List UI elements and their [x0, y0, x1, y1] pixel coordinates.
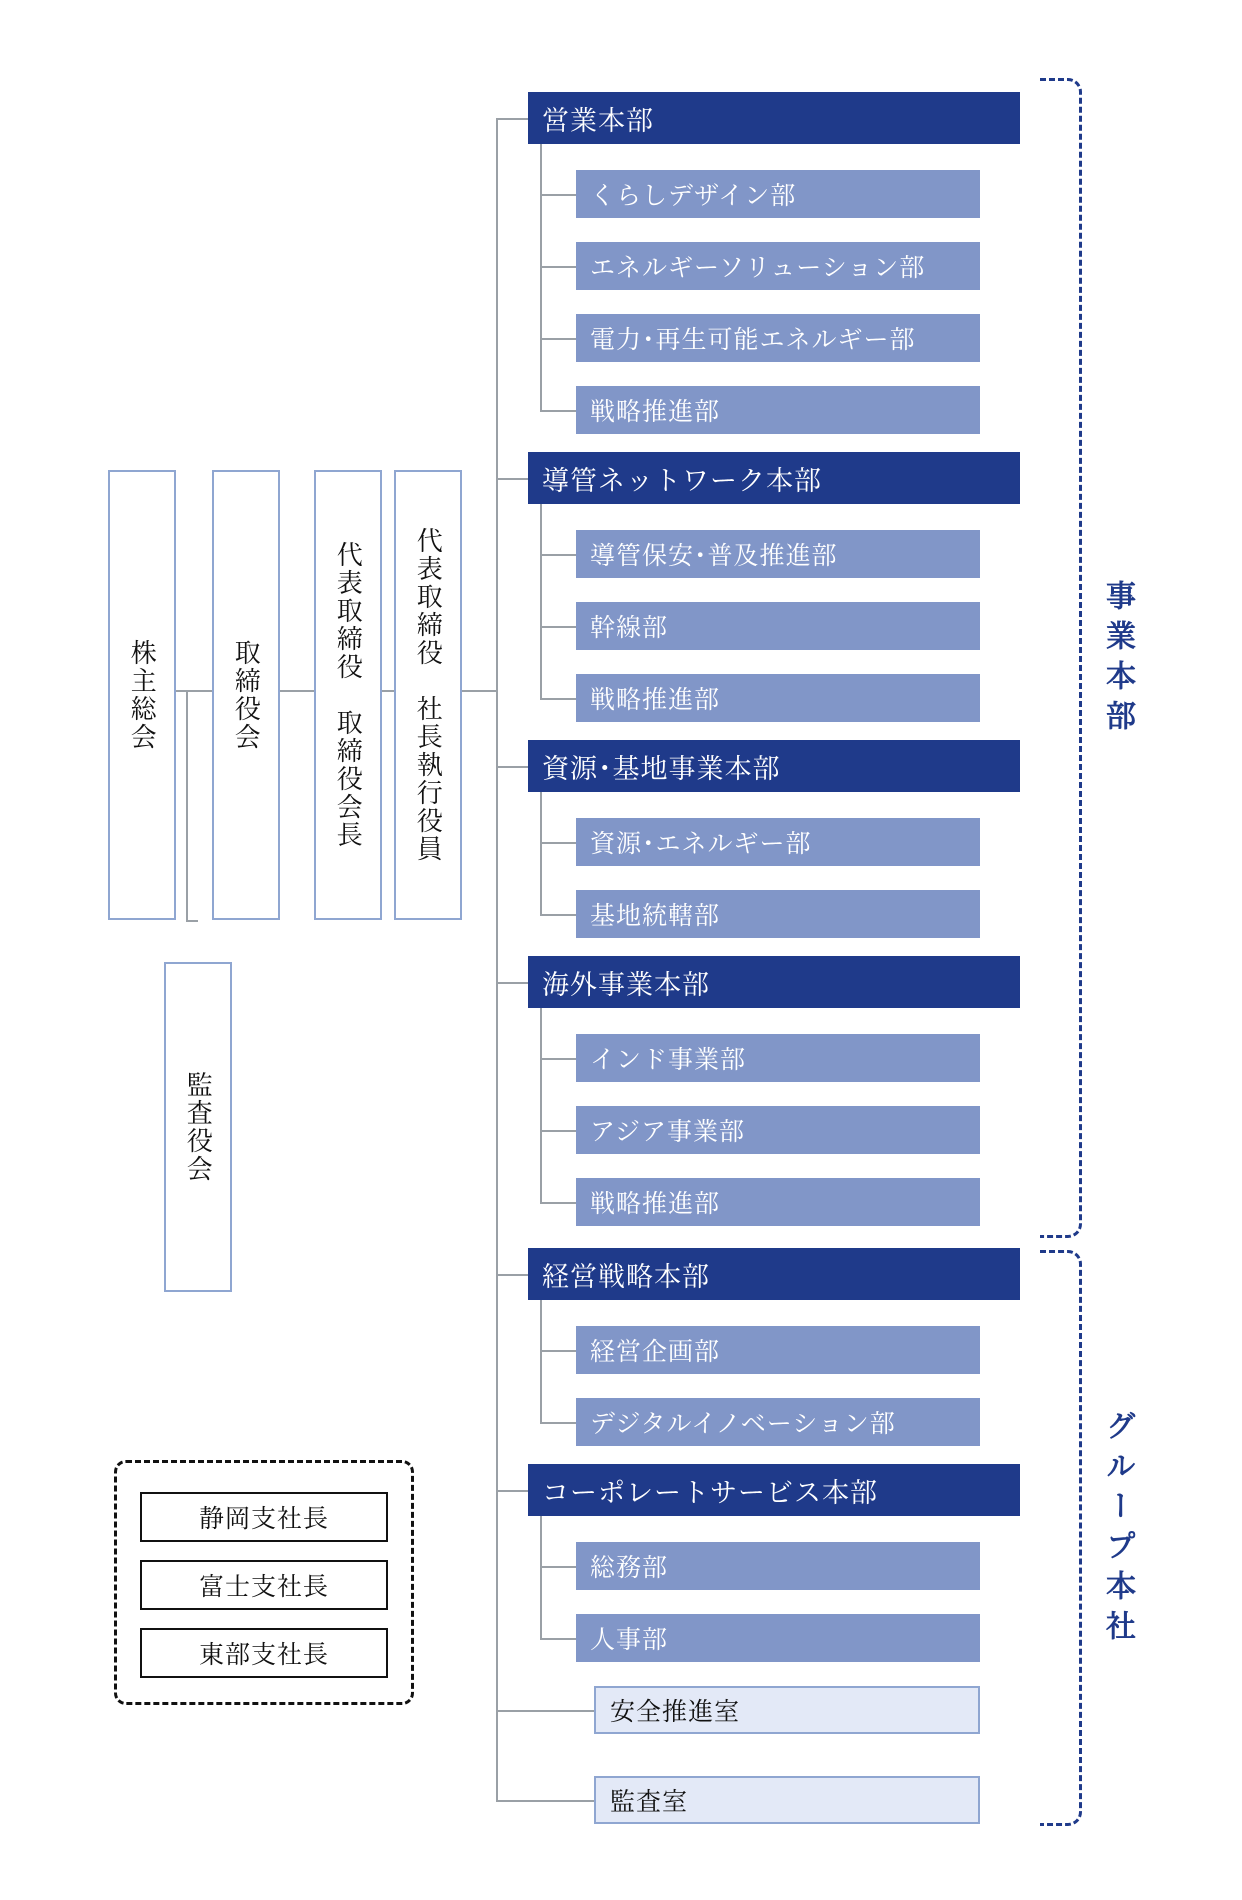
connector-line	[540, 504, 542, 700]
department-label: 導管保安･普及推進部	[590, 542, 838, 570]
connector-line	[540, 554, 576, 556]
connector-line	[496, 1800, 596, 1802]
division-name: 導管ネットワーク本部	[542, 465, 822, 496]
department-digital-innovation	[576, 1398, 980, 1446]
grouping-label-text: グループ本社	[1101, 1410, 1134, 1650]
governance-label: 株主総会	[127, 639, 158, 751]
governance-box-board-of-directors	[212, 470, 280, 920]
connector-line	[186, 690, 188, 920]
connector-line	[540, 144, 542, 412]
grouping-label-group-headquarters	[1092, 1370, 1142, 1690]
governance-label: 取締役会	[231, 639, 262, 751]
division-header-pipeline-network	[528, 452, 1020, 504]
governance-box-shareholders-meeting	[108, 470, 176, 920]
office-safety-promotion	[594, 1686, 980, 1734]
governance-box-audit-and-supervisory-board	[164, 962, 232, 1292]
division-header-corporate-strategy	[528, 1248, 1020, 1300]
connector-line	[540, 842, 576, 844]
connector-line	[496, 1490, 528, 1492]
governance-label: 代表取締役 取締役会長	[333, 541, 364, 849]
office-audit	[594, 1776, 980, 1824]
division-name: 海外事業本部	[542, 969, 710, 1000]
department-label: 経営企画部	[590, 1338, 721, 1366]
department-label: デジタルイノベーション部	[590, 1410, 896, 1438]
office-label: 安全推進室	[610, 1698, 741, 1726]
department-label: 戦略推進部	[590, 398, 721, 426]
connector-line	[540, 338, 576, 340]
division-name: 資源･基地事業本部	[542, 753, 781, 784]
governance-box-representative-director-president	[394, 470, 462, 920]
department-label: インド事業部	[590, 1046, 747, 1074]
department-corporate-planning	[576, 1326, 980, 1374]
connector-line	[540, 698, 576, 700]
connector-line	[496, 1274, 528, 1276]
division-header-sales	[528, 92, 1020, 144]
department-trunk-line	[576, 602, 980, 650]
department-strategy-promotion-pipeline	[576, 674, 980, 722]
connector-line	[540, 626, 576, 628]
department-energy-solution	[576, 242, 980, 290]
office-label: 監査室	[610, 1788, 689, 1816]
connector-line	[496, 1710, 596, 1712]
department-strategy-promotion-overseas	[576, 1178, 980, 1226]
connector-line	[540, 1300, 542, 1424]
connector-line	[496, 766, 528, 768]
connector-line	[540, 1130, 576, 1132]
governance-label: 代表取締役 社長執行役員	[413, 527, 444, 863]
department-label: エネルギーソリューション部	[590, 254, 926, 282]
department-human-resources	[576, 1614, 980, 1662]
division-name: 営業本部	[542, 105, 654, 136]
connector-line	[540, 1638, 576, 1640]
department-label: 総務部	[590, 1554, 669, 1582]
connector-line	[186, 920, 198, 922]
governance-label: 監査役会	[183, 1071, 214, 1183]
department-india-business	[576, 1034, 980, 1082]
connector-line	[540, 1008, 542, 1204]
division-header-overseas	[528, 956, 1020, 1008]
connector-line	[382, 690, 394, 692]
branch-label: 東部支社長	[198, 1641, 329, 1669]
department-label: アジア事業部	[590, 1118, 746, 1146]
department-pipeline-safety	[576, 530, 980, 578]
connector-line	[496, 982, 528, 984]
governance-box-representative-director-chairman	[314, 470, 382, 920]
department-label: 資源･エネルギー部	[590, 830, 812, 858]
connector-line	[540, 1516, 542, 1640]
connector-line	[496, 478, 528, 480]
grouping-bracket-group-headquarters	[1040, 1250, 1082, 1826]
department-kurashi-design	[576, 170, 980, 218]
department-label: くらしデザイン部	[590, 182, 797, 210]
division-header-corporate-service	[528, 1464, 1020, 1516]
connector-line	[540, 1202, 576, 1204]
department-asia-business	[576, 1106, 980, 1154]
division-name: 経営戦略本部	[542, 1261, 710, 1292]
grouping-label-business-divisions	[1092, 560, 1142, 760]
connector-line	[462, 690, 498, 692]
department-resources-energy	[576, 818, 980, 866]
connector-line	[540, 1422, 576, 1424]
grouping-label-text: 事業本部	[1101, 580, 1134, 740]
connector-line	[540, 194, 576, 196]
connector-line	[540, 1566, 576, 1568]
connector-line	[540, 914, 576, 916]
connector-line	[540, 792, 542, 916]
branch-label: 静岡支社長	[198, 1505, 329, 1533]
connector-line	[540, 266, 576, 268]
department-strategy-promotion-sales	[576, 386, 980, 434]
department-terminal-supervision	[576, 890, 980, 938]
department-label: 基地統轄部	[590, 902, 721, 930]
department-label: 電力･再生可能エネルギー部	[590, 326, 916, 354]
connector-line	[540, 410, 576, 412]
branch-box-shizuoka	[140, 1492, 388, 1542]
department-general-affairs	[576, 1542, 980, 1590]
grouping-bracket-business-divisions	[1040, 78, 1082, 1238]
connector-line	[496, 118, 528, 120]
spine-line	[496, 118, 498, 1802]
department-label: 人事部	[590, 1626, 669, 1654]
department-label: 戦略推進部	[590, 686, 721, 714]
department-label: 幹線部	[590, 614, 669, 642]
division-header-resources-terminal	[528, 740, 1020, 792]
branch-box-fuji	[140, 1560, 388, 1610]
department-label: 戦略推進部	[590, 1190, 721, 1218]
department-power-renewable-energy	[576, 314, 980, 362]
connector-line	[280, 690, 314, 692]
connector-line	[540, 1058, 576, 1060]
connector-line	[176, 690, 212, 692]
division-name: コーポレートサービス本部	[542, 1477, 878, 1508]
branch-box-tobu	[140, 1628, 388, 1678]
connector-line	[540, 1350, 576, 1352]
branch-label: 富士支社長	[198, 1573, 329, 1601]
